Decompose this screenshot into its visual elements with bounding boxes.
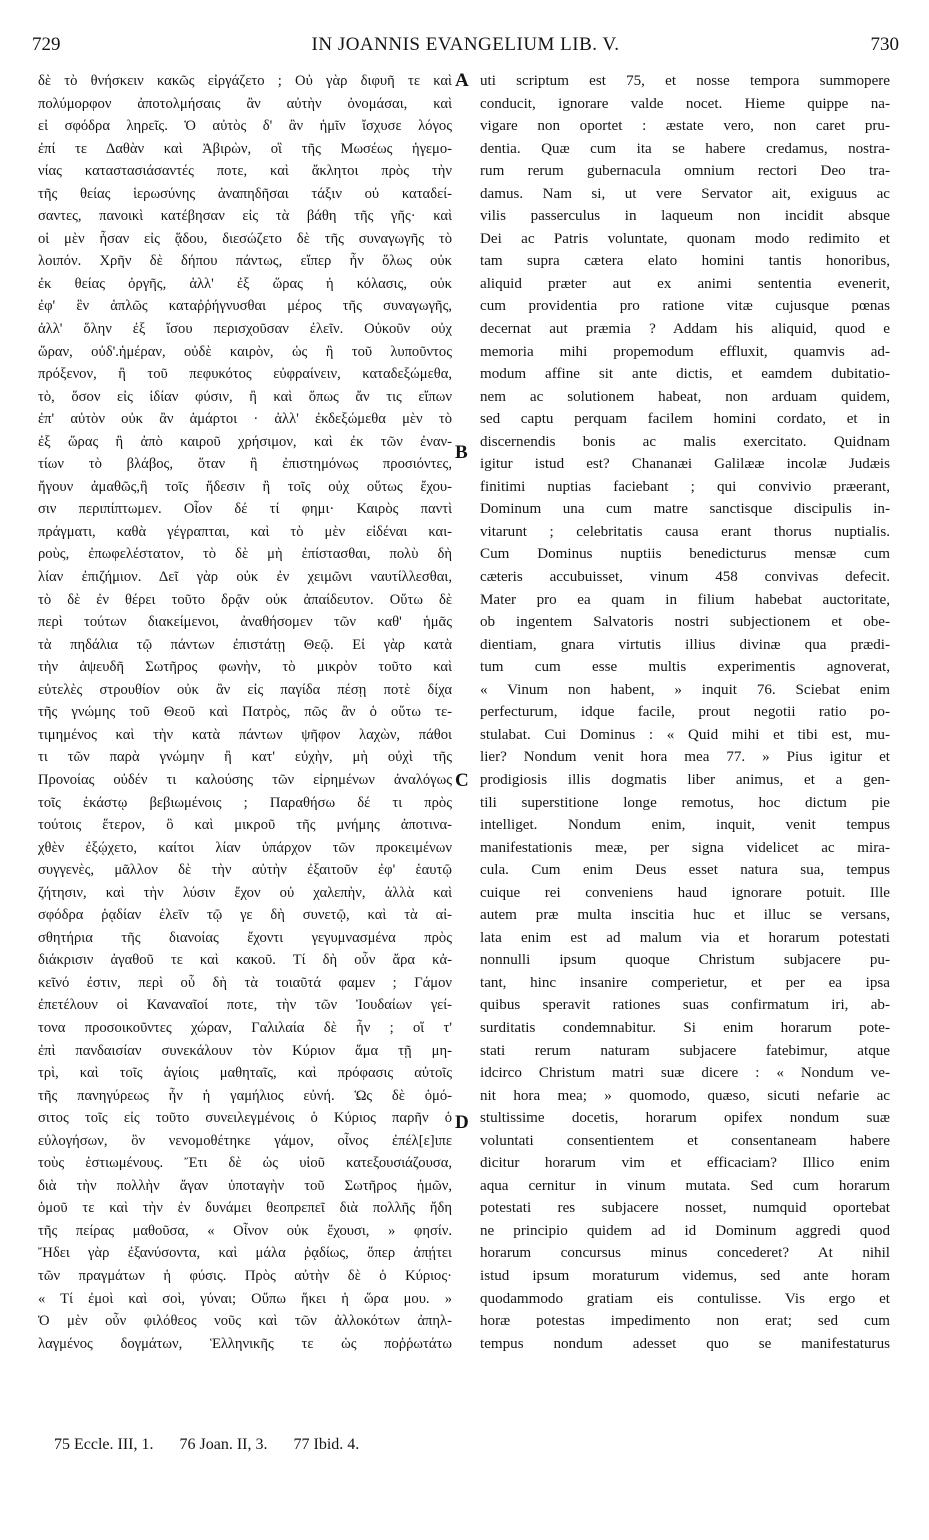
greek-text-line: ἐκ θείας ὀργῆς, ἀλλ' ἐξ ὥρας ἡ κόλασις, οὐκ [38,275,452,292]
greek-text-line: « Τί ἐμοὶ καὶ σοὶ, γύναι; Οὔπω ἥκει ἡ ὥρα μου. » [38,1290,452,1307]
latin-text-line: horæ potestas impedimento non erat; sed cum [480,1313,890,1330]
greek-text-line: ἐπὶ πανδαισίαν συνεκάλουν τὸν Κύριον ἅμα τῇ μη- [38,1042,452,1059]
greek-text-line: σιτος τοῖς εἰς τοῦτο συνειλεγμένοις ὁ Κύριος παρῆν ὁ [38,1110,452,1127]
latin-text-line: horarum concursus minus concederet? At nihil [480,1245,890,1262]
greek-text-line: οἱ μὲν ἦσαν εἰς ᾅδου, διεσώζετο δὲ τῆς συναγωγῆς τὸ [38,230,452,247]
greek-text-line: εὐλογήσων, ὃν νενομοθέτηκε γάμον, οἶνος ἐπέλ[ε]ιπε [38,1132,452,1149]
latin-text-line: finitimi nuptias faciebant ; qui convivio præerant, [480,478,890,495]
latin-text-line: sed captu perquam facilem homini cordato, et in [480,411,890,428]
greek-text-line: τὸ, ὅσον εἰς ἰδίαν φύσιν, ἢ καὶ ὅπως ἄν τις εἴπων [38,388,452,405]
latin-text-line: vigare non oportet : æstate vero, non caret pru- [480,118,890,135]
greek-text-line: Προνοίας οὐδέν τι καλούσης τῶν εἱρημένων ἀναλόγως [38,771,452,788]
latin-text-line: stati rerum naturam subjacere fatebimur, atque [480,1042,890,1059]
latin-text-line: dentia. Quæ cum ita se habere credamus, nostra- [480,140,890,157]
latin-text-line: intelliget. Nondum enim, inquit, venit tempus [480,817,890,834]
running-header [32,34,899,60]
greek-text-line: τῆς πανηγύρεως ἦν ἡ γαμήλιος εὐνή. Ὡς δὲ ὁμό- [38,1087,452,1104]
greek-text-line: τὴν ἀψευδῆ Σωτῆρος φωνὴν, τὸ μικρὸν τοῦτο καὶ [38,659,452,676]
greek-text-line: τοῖς ἑκάστῳ βεβιωμένοις ; Παραθήσω δέ τι πρὸς [38,794,452,811]
greek-text-line: ἀλλ' ὅλην ἐξ ἴσου περισχοῦσαν ἐλεῖν. Οὐκοῦν οὐχ [38,321,452,338]
latin-text-line: aliquid præter aut ex animi sententia evenerit, [480,275,890,292]
latin-text-line: damus. Nam si, ut vere Servator ait, exiguus ac [480,185,890,202]
latin-text-line: tum cum esse multis experimentis agnoverat, [480,659,890,676]
latin-text-line: idcirco Christum matri suæ dicere : « Nondum ve- [480,1065,890,1082]
greek-text-line: λίαν ἐπιζήμιον. Δεῖ γὰρ οὐκ ἐν χειμῶνι ναυτίλλεσθαι, [38,569,452,586]
greek-text-line: λαγμένος δογμάτων, Ἑλληνικῆς τε ὡς ποῤῥωτάτω [38,1335,452,1352]
greek-text-line: τούτοις ἕτερον, ὃ καὶ μικροῦ τῆς μνήμης ἀποτινα- [38,817,452,834]
greek-text-line: συγγενὲς, μᾶλλον δὲ τὴν αὐτὴν ἐξαιτοῦν ἐφ' ἑαυτῷ [38,862,452,879]
left-page-number: 729 [32,34,61,55]
latin-text-line: dicitur horarum vim et efficaciam? Illico enim [480,1155,890,1172]
latin-text-line: lier? Nondum venit hora mea 77. » Pius igitur et [480,749,890,766]
greek-text-line: Ὁ μὲν οὖν φιλόθεος νοῦς καὶ τῶν ἀλλοκότων ἀπηλ- [38,1313,452,1330]
greek-text-line: εἰ σφόδρα ληρεῖς. Ὁ αὐτὸς δ' ἂν ἡμῖν ἴσχυσε λόγος [38,118,452,135]
latin-text-line: ne principio quidem ad id Dominum aggredi quod [480,1222,890,1239]
latin-text-line: quodammodo gratiam eis contulisse. Vis ergo et [480,1290,890,1307]
latin-text-line: tam supra cætera elato homini tantis honoribus, [480,253,890,270]
greek-text-line: πρόξενον, ἢ τοῦ πεφυκότος εὐφραίνειν, καταδεξώμεθα, [38,366,452,383]
greek-text-line: Ἤδει γὰρ ἐξανύσοντα, καὶ μάλα ῥᾳδίως, ὅπερ ἀπῄτει [38,1245,452,1262]
greek-text-line: ὁμοῦ τε καὶ τὴν ἐν δυνάμει θεοπρεπεῖ διὰ πολλῆς ἤδη [38,1200,452,1217]
latin-text-line: cula. Cum enim Deus esset natura sua, tempus [480,862,890,879]
footnote-75: 75 Eccle. III, 1. [54,1436,154,1453]
greek-text-line: εὐτελὲς στρουθίον οὐκ ἂν εἰς παγίδα πέσῃ ποτὲ δίχα [38,681,452,698]
greek-text-column [38,70,452,1355]
latin-text-line: nem ac solutionem habeat, non arduam quidem, [480,388,890,405]
latin-text-line: Mater pro ea quam in filium habebat auctoritate, [480,591,890,608]
latin-text-line: vitarunt ; celebritatis causa erant thorus nuptialis. [480,523,890,540]
latin-text-line: autem præ multa inscitia huc et illuc se versans, [480,907,890,924]
latin-text-line: aqua cernitur in vinum mutata. Sed cum horarum [480,1177,890,1194]
greek-text-line: ἐπί τε Δαθὰν καὶ Ἀβιρὼν, οἳ τῆς Μωσέως ἡγεμο- [38,140,452,157]
greek-text-line: σφόδρα ῥᾳδίαν ἑλεῖν τῷ γε δὴ συνετῷ, καὶ τὰ αἰ- [38,907,452,924]
greek-text-line: σθητήρια τῆς διανοίας ἔχοντι γεγυμνασμένα πρὸς [38,929,452,946]
greek-text-line: τῆς πείρας μαθοῦσα, « Οἶνον οὐκ ἔχουσι, » φησίν. [38,1222,452,1239]
latin-text-line: nonnulli ipsum quoque Christum subjacere pu- [480,952,890,969]
latin-text-line: stulabat. Cui Dominus : « Quid mihi et tibi est, mu- [480,726,890,743]
latin-text-line: Cum Dominus nuptiis benedicturus mensæ cum [480,546,890,563]
latin-text-line: conducit, ignorare valde nocet. Hieme quippe na- [480,95,890,112]
latin-text-line: vilis passerculus in laqueum non incidit absque [480,208,890,225]
latin-text-line: potestati res subjacere nosset, numquid oportebat [480,1200,890,1217]
latin-text-line: rum rerum gubernacula omnium rectori Deo tra- [480,163,890,180]
latin-text-line: surditatis condemnabitur. Si enim horarum pote- [480,1019,890,1036]
latin-text-line: perfecturum, idque facile, prout negotii ratio po- [480,704,890,721]
greek-text-line: κεῖνό ἐστιν, περὶ οὗ δὴ τὰ τοιαῦτά φαμεν ; Γάμον [38,974,452,991]
latin-text-line: lata enim est ad malum via et horarum potestati [480,929,890,946]
latin-text-line: istud ipsum moraturum videmus, sed ante horam [480,1267,890,1284]
margin-marker-c: C [455,770,469,791]
greek-text-line: σιν περιπίπτωμεν. Οἷον δέ τί φημι· Καιρὸς παντὶ [38,501,452,518]
greek-text-line: ἐπετέλουν οἱ Καναναῖοί ποτε, τὴν τῶν Ἰουδαίων γεί- [38,997,452,1014]
greek-text-line: τοὺς ἑστιωμένους. Ἔτι δὲ ὡς υἱοῦ κατεξουσιάζουσα, [38,1155,452,1172]
greek-text-line: τι τῶν παρὰ γνώμην ἢ κατ' εὐχὴν, μὴ οὐχὶ τῆς [38,749,452,766]
greek-text-line: νίας καταστασιάσαντές ποτε, καὶ ἄκλητοι πρὸς τὴν [38,163,452,180]
greek-text-line: τονα προσοικοῦντες χώραν, Γαλιλαία δὲ ἦν ; οἵ τ' [38,1019,452,1036]
greek-text-line: δὲ τὸ θνήσκειν κακῶς εἰργάζετο ; Οὐ γὰρ διφυῆ τε καὶ [38,73,452,89]
greek-text-line: τῶν πραγμάτων ἡ φύσις. Πρὸς αὐτὴν δὲ ὁ Κύριος· [38,1267,452,1284]
footnotes [54,1436,381,1454]
greek-text-line: ἐφ' ἓν ἁπλῶς καταῤῥήγνυσθαι μέρος τῆς συναγωγῆς, [38,298,452,315]
latin-text-line: tant, hinc insanire comperietur, et per ea ipsa [480,974,890,991]
greek-text-line: σαντες, πανοικὶ κατέβησαν εἰς τὰ βάθη τῆς γῆς· καὶ [38,208,452,225]
greek-text-line: διὰ τὴν πολλὴν ἄγαν ὑποταγὴν τοῦ Σωτῆρος ἡμῶν, [38,1177,452,1194]
latin-text-line: tili superstitione longe remotus, hoc dictum pie [480,794,890,811]
latin-text-line: decernat aut præmia ? Addam his aliquid, quod e [480,321,890,338]
greek-text-line: ζήτησιν, καὶ τὴν λύσιν ἔχον οὐ χαλεπὴν, ἀλλὰ καὶ [38,884,452,901]
greek-text-line: τὸ δὲ ἐν θέρει τοῦτο δρᾷν οὐκ ἀπαίδευτον. Οὕτω δὲ [38,591,452,608]
latin-text-column [480,70,890,1355]
margin-marker-d: D [455,1112,469,1133]
latin-text-line: uti scriptum est 75, et nosse tempora summopere [480,73,890,89]
latin-text-line: nit hora mea; » quomodo, quæso, sicuti nefarie ac [480,1087,890,1104]
latin-text-line: manifestationis meæ, per signa videlicet ac mira- [480,839,890,856]
latin-text-line: stultissime docetis, horarum opifex nondum suæ [480,1110,890,1127]
latin-text-line: modum affine sit ante dictis, et eamdem dubitatio- [480,366,890,383]
greek-text-line: ἐπ' αὐτὸν οὐκ ἂν ἁμάρτοι · ἀλλ' ἐκδεξώμεθα μὲν τὸ [38,411,452,428]
latin-text-line: quibus speravit rationes suas confirmatum iri, ab- [480,997,890,1014]
greek-text-line: τὰ πηδάλια τῷ πάντων ἐπιστάτῃ Θεῷ. Εἰ γὰρ κατὰ [38,636,452,653]
greek-text-line: περὶ τούτων διακείμενοι, ἀναθήσομεν τῶν καθ' ἡμᾶς [38,614,452,631]
latin-text-line: cum providentia pro ratione vitæ cujusque pœnas [480,298,890,315]
latin-text-line: igitur istud est? Chananæi Galilææ incolæ Judæis [480,456,890,473]
latin-text-line: prodigiosis illis dogmatis liber animus, et a gen- [480,771,890,788]
greek-text-line: διάκρισιν ἀγαθοῦ τε καὶ κακοῦ. Τί δὴ οὖν ἄρα κἀ- [38,952,452,969]
greek-text-line: πολύμορφον ἀποτολμήσαις ἂν αὐτὴν ὀνομάσαι, καὶ [38,95,452,112]
footnote-77: 77 Ibid. 4. [293,1436,360,1453]
greek-text-line: ἐξ ὥρας ἢ ἀπὸ καιροῦ χρήσιμον, καὶ ἐκ τῶν ἐναν- [38,433,452,450]
greek-text-line: ἤγουν ἀμαθῶς,ἢ τοῖς ἥδεσιν ἢ τοῖς οὐχ οὕτως ἔχου- [38,478,452,495]
greek-text-line: ροὺς, ἐπωφελέστατον, τὸ δὲ μὴ ἐπίστασθαι, πολὺ δὴ [38,546,452,563]
latin-text-line: Dei ac Patris voluntate, quonam modo redimito et [480,230,890,247]
latin-text-line: voluntati consentientem et consentaneam habere [480,1132,890,1149]
right-page-number: 730 [870,34,899,55]
latin-text-line: tempus nondum adesset quo se manifestaturus [480,1335,890,1352]
latin-text-line: memoria mihi propemodum effluxit, quamvis ad- [480,343,890,360]
latin-text-line: « Vinum non habent, » inquit 76. Sciebat enim [480,681,890,698]
latin-text-line: cuique rei conveniens haud ignorare potuit. Ille [480,884,890,901]
greek-text-line: πράγματι, καθὰ γέγραπται, καὶ τὸ μὲν εἰδέναι και- [38,523,452,540]
running-title: IN JOANNIS EVANGELIUM LIB. V. [311,34,620,55]
latin-text-line: ob ingentem Salvatoris nostri subjectionem et obe- [480,614,890,631]
greek-text-line: τρὶ, καὶ τοῖς ἁγίοις μαθηταῖς, καὶ πρόφασις αὐτοῖς [38,1065,452,1082]
latin-text-line: dientiam, gnara virtutis illius divinæ qua prædi- [480,636,890,653]
latin-text-line: Dominum una cum matre sanctisque discipulis in- [480,501,890,518]
greek-text-line: τῆς θείας ἱερωσύνης ἀναπηδῆσαι τάξιν οὐ καταδεί- [38,185,452,202]
greek-text-line: ὥραν, οὐδ'.ἡμέραν, οὐδὲ καιρὸν, ὡς ἢ τοῦ λυποῦντος [38,343,452,360]
greek-text-line: τῆς γνώμης τοῦ Θεοῦ καὶ Πατρὸς, πῶς ἂν ὁ οὕτω τε- [38,704,452,721]
greek-text-line: λοιπόν. Χρῆν δὲ δήπου πάντως, εἴπερ ἦν ὅλως οὐκ [38,253,452,270]
latin-text-line: cæteris accubuisset, vinum 458 convivas defecit. [480,569,890,586]
margin-marker-b: B [455,442,468,463]
greek-text-line: τίων τὸ βλάβος, ὅταν ἢ ἐπιστημόνως προσιόντες, [38,456,452,473]
margin-marker-a: A [455,70,469,91]
greek-text-line: χθὲν ἐξῴχετο, καίτοι λίαν ὑπάρχον τῶν προκειμένων [38,839,452,856]
greek-text-line: τιμημένος καὶ τὴν κατὰ πάντων ψῆφον λαχὼν, πάθοι [38,726,452,743]
latin-text-line: discernendis bonis ac malis exercitato. Quidnam [480,433,890,450]
footnote-76: 76 Joan. II, 3. [179,1436,268,1453]
